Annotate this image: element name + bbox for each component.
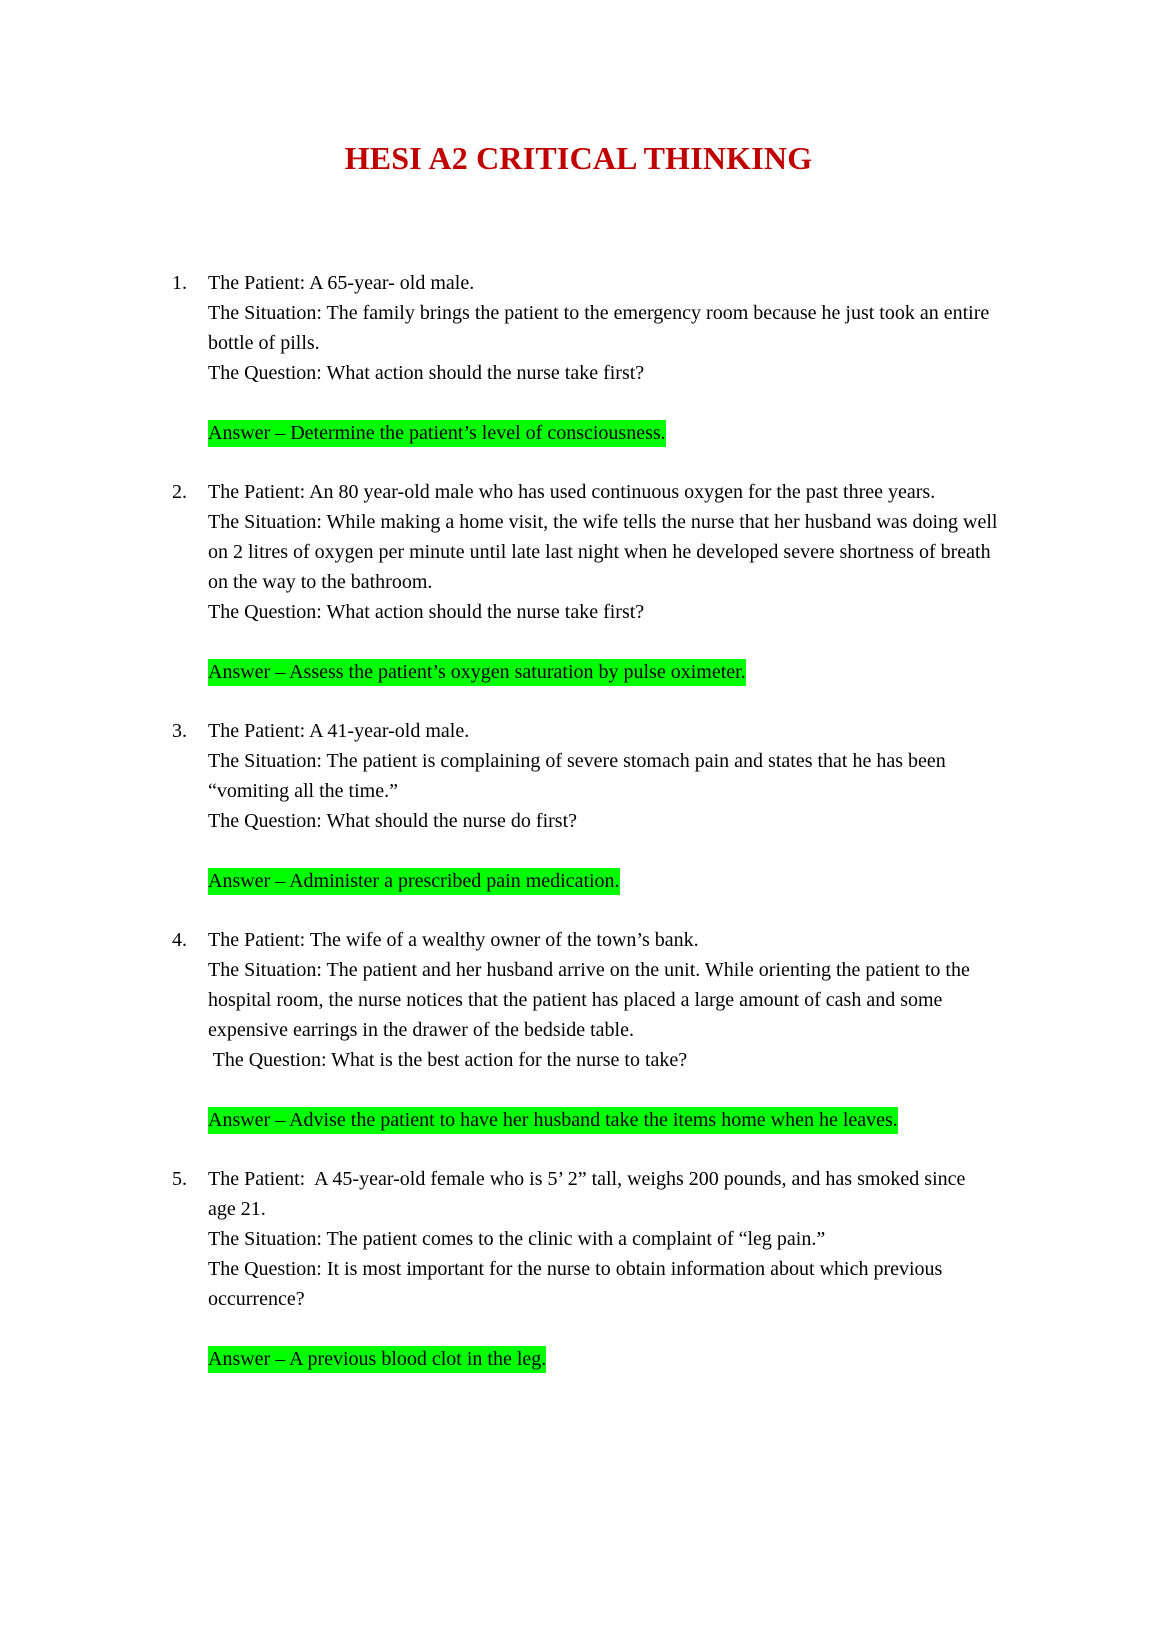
question-number: 2. [172,481,187,503]
question-body [208,1164,998,1374]
question-number: 3. [172,720,187,742]
patient-line: The Patient: The wife of a wealthy owner of the town’s bank. [208,929,699,951]
question-line: The Question: What action should the nurse take first? [208,601,645,623]
patient-line: The Patient: A 65-year- old male. [208,272,475,294]
situation-line: The Situation: The patient comes to the clinic with a complaint of “leg pain.” [208,1228,826,1250]
answer-highlight: Answer – Assess the patient’s oxygen saturation by pulse oximeter. [208,659,746,686]
question-line: The Question: What action should the nurse take first? [208,362,645,384]
question-body [208,925,998,1135]
question-item-5 [0,1164,1157,1374]
question-line: The Question: It is most important for the nurse to obtain information about which previous occurrence? [208,1258,943,1310]
question-line: The Question: What should the nurse do first? [208,810,578,832]
answer-block [208,418,998,448]
question-list [0,268,1157,1403]
patient-line: The Patient: A 41-year-old male. [208,720,470,742]
document-title: HESI A2 CRITICAL THINKING [344,140,813,176]
answer-block [208,657,998,687]
situation-line: The Situation: The patient and her husband arrive on the unit. While orienting the patient to the hospital room, the nurse notices that the patient has placed a large amount of cash and some expensive earrings in the drawer of the bedside table. [208,959,970,1041]
question-item-1 [0,268,1157,448]
question-number: 1. [172,272,187,294]
situation-line: The Situation: The patient is complaining of severe stomach pain and states that he has been “vomiting all the time.” [208,750,946,802]
question-line: The Question: What is the best action for the nurse to take? [208,1049,688,1071]
question-item-2 [0,477,1157,687]
answer-highlight: Answer – Administer a prescribed pain medication. [208,868,620,895]
answer-block [208,866,998,896]
question-number: 5. [172,1168,187,1190]
patient-line: The Patient: A 45-year-old female who is 5’ 2” tall, weighs 200 pounds, and has smoked since age 21. [208,1168,971,1220]
question-body [208,716,998,896]
question-body [208,268,998,448]
question-number: 4. [172,929,187,951]
answer-block [208,1105,998,1135]
situation-line: The Situation: While making a home visit, the wife tells the nurse that her husband was doing well on 2 litres of oxygen per minute until late last night when he developed severe shortness of breath on the way to the bathroom. [208,511,998,593]
question-item-4 [0,925,1157,1135]
answer-highlight: Answer – A previous blood clot in the leg. [208,1346,546,1373]
situation-line: The Situation: The family brings the patient to the emergency room because he just took an entire bottle of pills. [208,302,990,354]
question-body [208,477,998,687]
answer-block [208,1344,998,1374]
question-item-3 [0,716,1157,896]
answer-highlight: Answer – Advise the patient to have her husband take the items home when he leaves. [208,1107,898,1134]
answer-highlight: Answer – Determine the patient’s level of consciousness. [208,420,666,447]
patient-line: The Patient: An 80 year-old male who has used continuous oxygen for the past three years. [208,481,936,503]
